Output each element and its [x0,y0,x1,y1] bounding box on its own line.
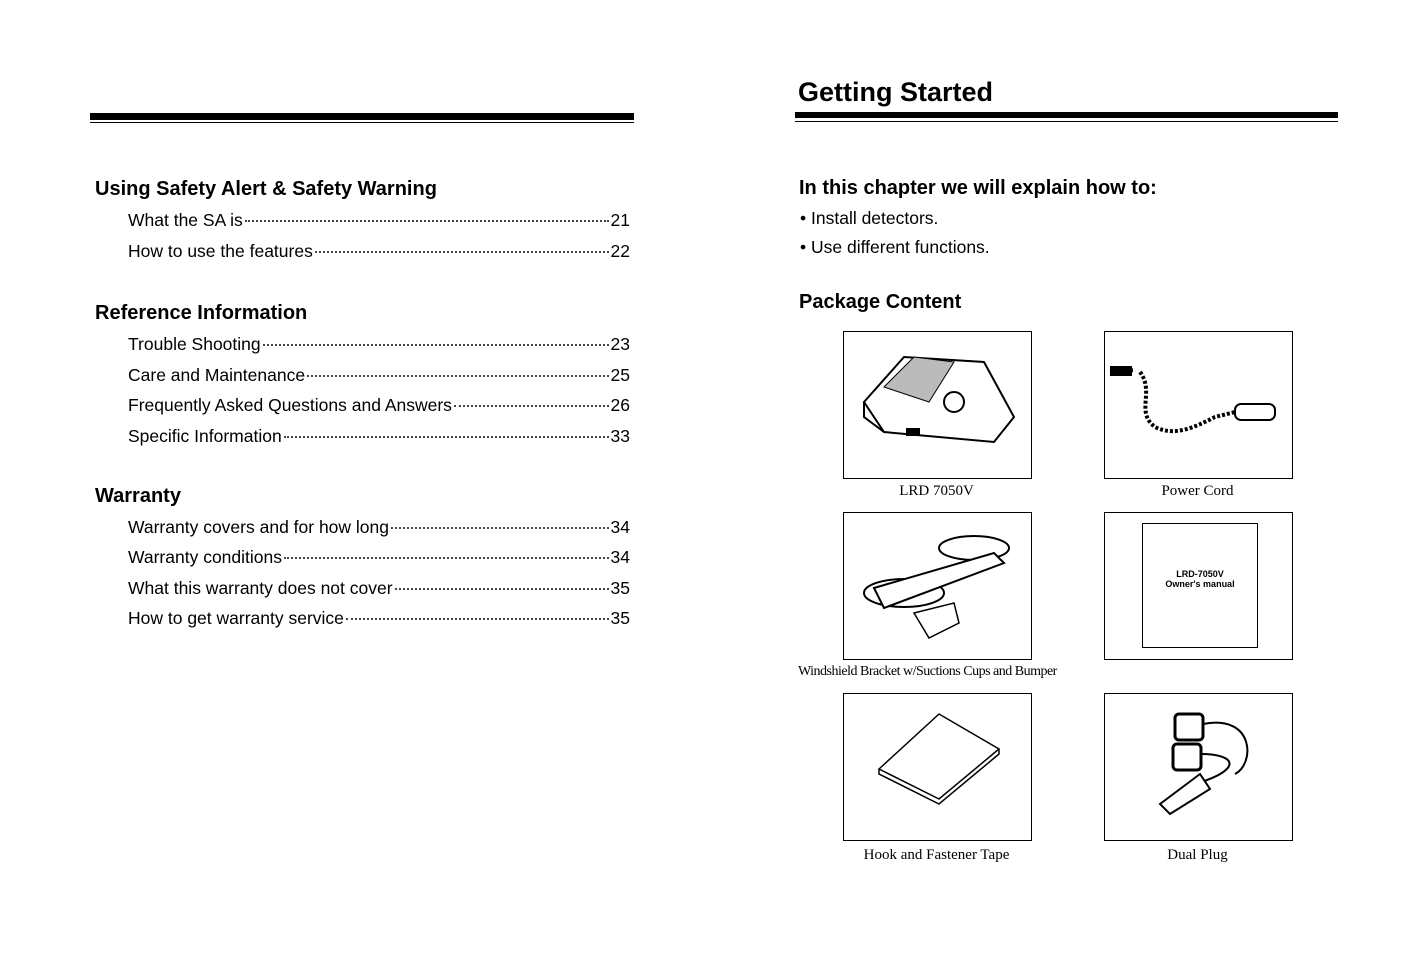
leader-dots [391,527,609,529]
toc-entry-page: 35 [610,578,630,598]
intro-heading: In this chapter we will explain how to: [799,177,1157,199]
manual-subtitle: Owner's manual [1165,579,1235,589]
bullet-text: Install detectors. [811,208,939,228]
right-top-rule [795,112,1338,118]
fastener-tape-icon [844,694,1031,840]
leader-dots [315,251,609,253]
toc-entry-page: 34 [610,517,630,537]
leader-dots [284,557,609,559]
toc-entry[interactable] [128,426,630,447]
item-caption: Dual Plug [1167,847,1228,863]
toc-entry[interactable] [128,517,630,538]
package-heading: Package Content [799,291,962,313]
leader-dots [245,220,609,222]
toc-entry[interactable] [128,210,630,231]
toc-entry-label: Specific Information [128,426,282,446]
manual-cover [1142,523,1258,648]
manual-title: LRD-7050V [1176,569,1224,579]
manual-image [1104,512,1293,660]
leader-dots [395,588,609,590]
toc-entry-page: 33 [610,426,630,446]
power-cord-image [1104,331,1293,479]
right-top-rule-thin [795,121,1338,122]
toc-section-heading: Using Safety Alert & Safety Warning [95,178,437,200]
windshield-bracket-icon [844,513,1031,659]
toc-entry[interactable] [128,365,630,386]
toc-entry-label: Frequently Asked Questions and Answers [128,395,452,415]
item-caption: LRD 7050V [899,483,974,499]
bullet-item: • Use different functions. [800,237,990,257]
toc-entry-label: Care and Maintenance [128,365,306,385]
power-cord-icon [1105,332,1292,478]
item-caption: Hook and Fastener Tape [863,847,1010,863]
toc-entry-label: How to get warranty service [128,608,344,628]
toc-entry-page: 25 [610,365,630,385]
toc-entry-page: 23 [610,334,630,354]
toc-entry-page: 21 [610,210,630,230]
toc-section-heading: Reference Information [95,302,308,324]
bullet-text: Use different functions. [811,237,990,257]
left-top-rule-thin [90,122,634,123]
bullet-item: • Install detectors. [800,208,939,228]
dual-plug-image [1104,693,1293,841]
toc-entry-label: What the SA is [128,210,243,230]
radar-detector-icon [844,332,1031,478]
toc-entry-label: Warranty conditions [128,547,282,567]
toc-entry-label: Trouble Shooting [128,334,261,354]
leader-dots [346,618,609,620]
toc-entry[interactable] [128,395,630,416]
toc-entry-page: 35 [610,608,630,628]
toc-entry[interactable] [128,241,630,262]
leader-dots [284,436,609,438]
toc-entry-label: Warranty covers and for how long [128,517,389,537]
toc-section-heading: Warranty [95,485,181,507]
toc-entry[interactable] [128,334,630,355]
bracket-image [843,512,1032,660]
toc-entry-label: How to use the features [128,241,313,261]
toc-entry[interactable] [128,578,630,599]
leader-dots [263,344,609,346]
toc-entry-page: 26 [610,395,630,415]
toc-entry[interactable] [128,608,630,629]
item-caption: Windshield Bracket w/Suctions Cups and Bumper [798,664,1057,679]
tape-image [843,693,1032,841]
page-title: Getting Started [798,77,994,107]
leader-dots [307,375,608,377]
detector-image [843,331,1032,479]
leader-dots [454,405,609,407]
toc-entry-label: What this warranty does not cover [128,578,393,598]
toc-entry-page: 34 [610,547,630,567]
dual-plug-icon [1105,694,1292,840]
toc-entry[interactable] [128,547,630,568]
toc-entry-page: 22 [610,241,630,261]
item-caption: Power Cord [1161,483,1234,499]
left-top-rule [90,113,634,120]
